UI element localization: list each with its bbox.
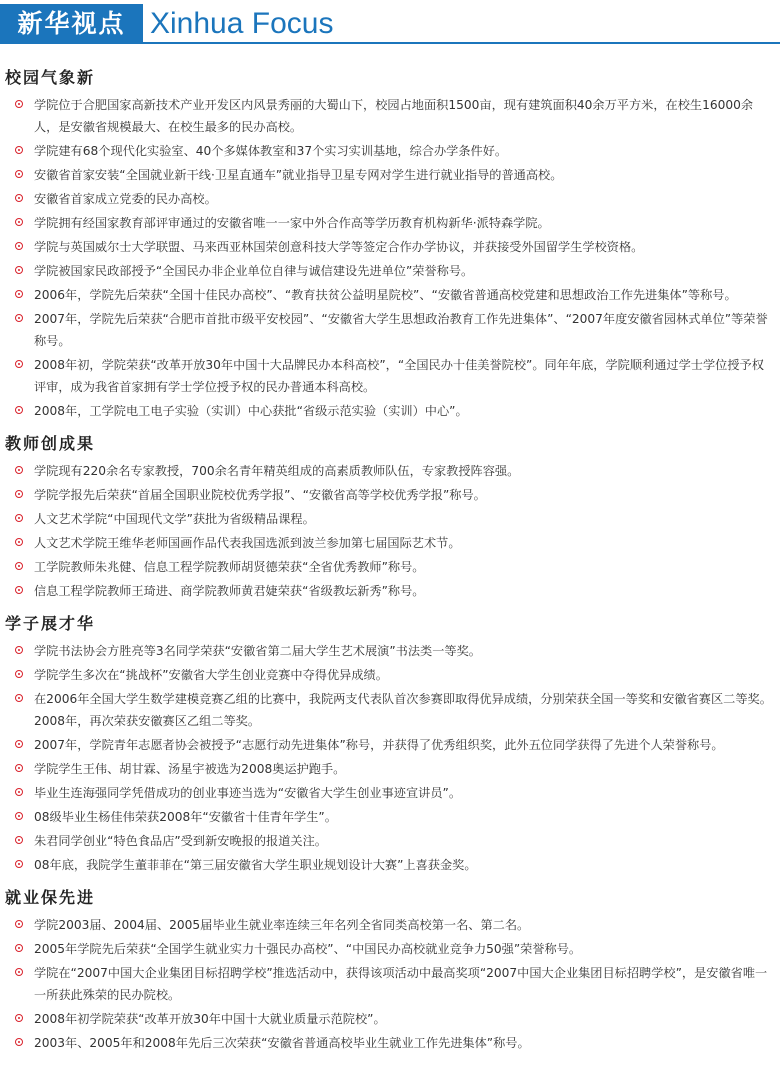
list-item [0,164,780,186]
bullet-icon [15,740,23,748]
list-item [0,460,780,482]
list-item [0,640,780,662]
bullet-icon [15,764,23,772]
list-item [0,284,780,306]
list-item-text: 人文艺术学院王维华老师国画作品代表我国选派到波兰参加第七届国际艺术节。 [34,536,461,550]
list-item [0,806,780,828]
bullet-icon [15,490,23,498]
list-item [0,734,780,756]
list-item [0,962,780,1006]
list-item-text: 08年底，我院学生董菲菲在“第三届安徽省大学生职业规划设计大赛”上喜获金奖。 [34,858,477,872]
list-item [0,308,780,352]
list-item-text: 2005年学院先后荣获“全国学生就业实力十强民办高校”、“中国民办高校就业竞争力50强”荣誉称号。 [34,942,582,956]
list-item-text: 学院现有220余名专家教授，700余名青年精英组成的高素质教师队伍，专家教授阵容强。 [34,464,520,478]
list-item [0,782,780,804]
header-divider [143,42,780,44]
list-item-text: 学院学生王伟、胡甘霖、汤星宇被选为2008奥运护跑手。 [34,762,346,776]
bullet-icon [15,314,23,322]
bullet-icon [15,146,23,154]
bullet-icon [15,466,23,474]
list-item [0,400,780,422]
list-item-text: 学院学报先后荣获“首届全国职业院校优秀学报”、“安徽省高等学校优秀学报”称号。 [34,488,486,502]
list-item-text: 学院在“2007中国大企业集团目标招聘学校”推选活动中，获得该项活动中最高奖项“2007中国大企业集团目标招聘学校”，是安徽省唯一一所获此殊荣的民办院校。 [34,966,768,1002]
list-item [0,1008,780,1030]
list-item-text: 人文艺术学院“中国现代文学”获批为省级精品课程。 [34,512,315,526]
list-item [0,532,780,554]
list-item-text: 学院建有68个现代化实验室、40个多媒体教室和37个实习实训基地，综合办学条件好。 [34,144,508,158]
bullet-icon [15,538,23,546]
list-item-text: 2007年，学院青年志愿者协会被授予“志愿行动先进集体”称号，并获得了优秀组织奖，此外五位同学获得了先进个人荣誉称号。 [34,738,724,752]
section-list [0,94,780,422]
list-item [0,758,780,780]
bullet-icon [15,788,23,796]
bullet-icon [15,218,23,226]
list-item [0,140,780,162]
bullet-icon [15,586,23,594]
list-item [0,212,780,234]
bullet-icon [15,360,23,368]
list-item [0,830,780,852]
bullet-icon [15,290,23,298]
bullet-icon [15,194,23,202]
bullet-icon [15,406,23,414]
section-title: 学子展才华 [5,614,96,633]
list-item-text: 学院被国家民政部授予“全国民办非企业单位自律与诚信建设先进单位”荣誉称号。 [34,264,474,278]
list-item [0,484,780,506]
bullet-icon [15,812,23,820]
list-item-text: 工学院教师朱兆健、信息工程学院教师胡贤德荣获“全省优秀教师”称号。 [34,560,425,574]
list-item-text: 朱君同学创业“特色食品店”受到新安晚报的报道关注。 [34,834,327,848]
bullet-icon [15,694,23,702]
list-item [0,260,780,282]
bullet-icon [15,944,23,952]
bullet-icon [15,968,23,976]
list-item [0,1032,780,1054]
list-item-text: 08级毕业生杨佳伟荣获2008年“安徽省十佳青年学生”。 [34,810,337,824]
list-item [0,236,780,258]
list-item-text: 学院学生多次在“挑战杯”安徽省大学生创业竞赛中夺得优异成绩。 [34,668,388,682]
bullet-icon [15,646,23,654]
bullet-icon [15,266,23,274]
bullet-icon [15,670,23,678]
list-item-text: 安徽省首家安装“全国就业新干线·卫星直通车”就业指导卫星专网对学生进行就业指导的普通高校。 [34,168,563,182]
section-title: 校园气象新 [5,68,96,87]
list-item [0,94,780,138]
list-item [0,664,780,686]
list-item [0,354,780,398]
section-list [0,460,780,602]
list-item-text: 安徽省首家成立党委的民办高校。 [34,192,217,206]
header-title-en: Xinhua Focus [150,7,334,40]
main-content [0,44,780,1054]
list-item-text: 学院书法协会方胜亮等3名同学荣获“安徽省第二届大学生艺术展演”书法类一等奖。 [34,644,481,658]
list-item-text: 毕业生连海强同学凭借成功的创业事迹当选为“安徽省大学生创业事迹宣讲员”。 [34,786,462,800]
list-item-text: 学院位于合肥国家高新技术产业开发区内风景秀丽的大蜀山下，校园占地面积1500亩，现有建筑面积40余万平方米，在校生16000余人，是安徽省规模最大、在校生最多的民办高校。 [34,98,754,134]
list-item [0,938,780,960]
section-title: 教师创成果 [5,434,96,453]
list-item [0,580,780,602]
list-item [0,188,780,210]
list-item-text: 学院2003届、2004届、2005届毕业生就业率连续三年名列全省同类高校第一名、第二名。 [34,918,530,932]
list-item-text: 2007年，学院先后荣获“合肥市首批市级平安校园”、“安徽省大学生思想政治教育工作先进集体”、“2007年度安徽省园林式单位”等荣誉称号。 [34,312,768,348]
list-item-text: 信息工程学院教师王琦进、商学院教师黄君婕荣获“省级教坛新秀”称号。 [34,584,425,598]
bullet-icon [15,1038,23,1046]
header-title-cn: 新华视点 [0,4,143,44]
list-item [0,854,780,876]
list-item-text: 2008年初学院荣获“改革开放30年中国十大就业质量示范院校”。 [34,1012,386,1026]
list-item-text: 学院拥有经国家教育部评审通过的安徽省唯一一家中外合作高等学历教育机构新华·派特森学院。 [34,216,550,230]
bullet-icon [15,562,23,570]
list-item-text: 2006年，学院先后荣获“全国十佳民办高校”、“教育扶贫公益明星院校”、“安徽省普通高校党建和思想政治工作先进集体”等称号。 [34,288,737,302]
list-item-text: 2008年初，学院荣获“改革开放30年中国十大品牌民办本科高校”，“全国民办十佳美誉院校”。同年年底，学院顺利通过学士学位授予权评审，成为我省首家拥有学士学位授予权的民办普通本科高校。 [34,358,764,394]
list-item [0,508,780,530]
list-item-text: 2008年，工学院电工电子实验（实训）中心获批“省级示范实验（实训）中心”。 [34,404,468,418]
bullet-icon [15,100,23,108]
list-item-text: 2003年、2005年和2008年先后三次荣获“安徽省普通高校毕业生就业工作先进集体”称号。 [34,1036,530,1050]
bullet-icon [15,170,23,178]
list-item-text: 学院与英国威尔士大学联盟、马来西亚林国荣创意科技大学等签定合作办学协议，并获接受外国留学生学校资格。 [34,240,644,254]
section-list [0,914,780,1054]
bullet-icon [15,514,23,522]
list-item-text: 在2006年全国大学生数学建模竞赛乙组的比赛中，我院两支代表队首次参赛即取得优异成绩，分别荣获全国一等奖和安徽省赛区二等奖。2008年，再次荣获安徽赛区乙组二等奖。 [34,692,772,728]
bullet-icon [15,860,23,868]
list-item [0,556,780,578]
bullet-icon [15,836,23,844]
page-header [0,4,780,44]
section-list [0,640,780,876]
bullet-icon [15,242,23,250]
bullet-icon [15,1014,23,1022]
list-item [0,688,780,732]
bullet-icon [15,920,23,928]
list-item [0,914,780,936]
section-title: 就业保先进 [5,888,96,907]
